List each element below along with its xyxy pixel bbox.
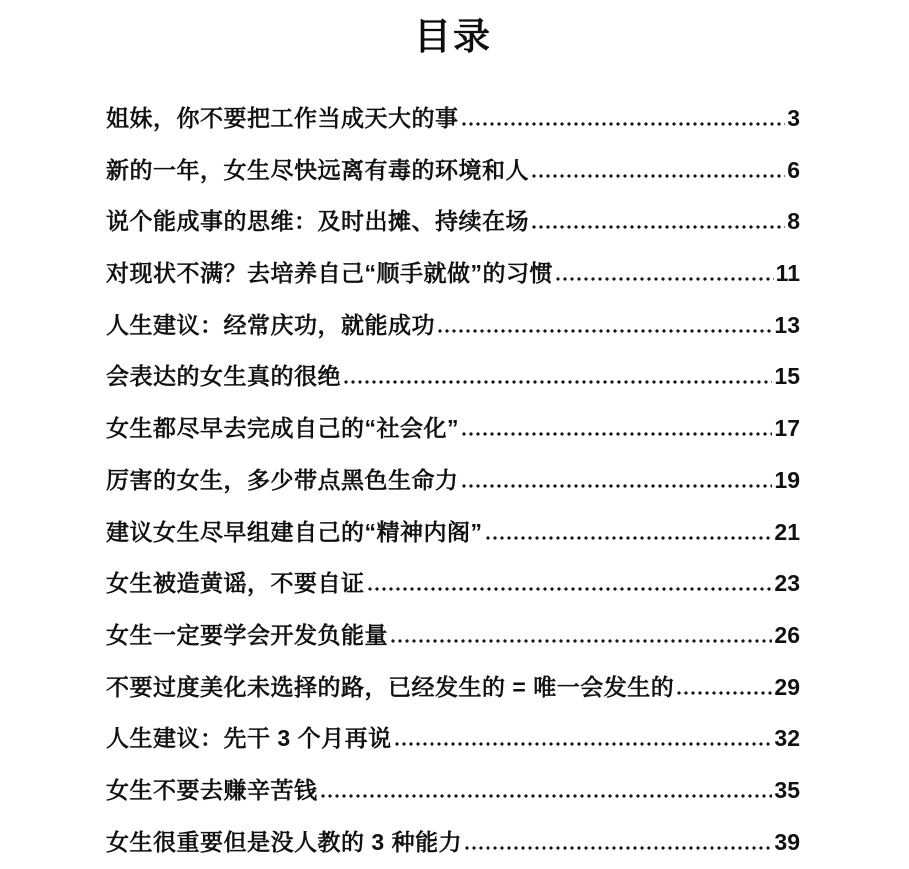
toc-entry[interactable] bbox=[106, 197, 800, 249]
toc-entry-title: 女生很重要但是没人教的 3 种能力 bbox=[106, 828, 463, 855]
page-title: 目录 bbox=[414, 16, 492, 57]
toc-entry-title: 厉害的女生，多少带点黑色生命力 bbox=[106, 466, 459, 493]
toc-entry-page: 19 bbox=[774, 466, 800, 493]
dot-leader bbox=[395, 742, 773, 746]
toc-entry-page: 11 bbox=[775, 260, 800, 287]
toc-entry[interactable] bbox=[106, 766, 800, 818]
toc-entry-page: 8 bbox=[787, 208, 800, 235]
toc-entry-page: 39 bbox=[774, 828, 800, 855]
toc-entry[interactable] bbox=[106, 301, 800, 353]
dot-leader bbox=[462, 432, 772, 436]
dot-leader bbox=[532, 174, 785, 178]
toc-entry[interactable] bbox=[106, 818, 800, 869]
toc-entry-page: 13 bbox=[774, 311, 800, 338]
dot-leader bbox=[532, 225, 785, 229]
toc-entry[interactable] bbox=[106, 714, 800, 766]
dot-leader bbox=[486, 536, 773, 540]
dot-leader bbox=[677, 691, 772, 695]
toc-entry-page: 6 bbox=[787, 156, 800, 183]
toc-entry[interactable] bbox=[106, 559, 800, 611]
toc-entry[interactable] bbox=[106, 352, 800, 404]
toc-entry-title: 新的一年，女生尽快远离有毒的环境和人 bbox=[106, 156, 529, 183]
dot-leader bbox=[344, 380, 772, 384]
dot-leader bbox=[438, 329, 772, 333]
toc-entry-title: 人生建议：经常庆功，就能成功 bbox=[106, 311, 435, 338]
toc-entry-title: 姐妹，你不要把工作当成天大的事 bbox=[106, 105, 459, 131]
toc-entry[interactable] bbox=[106, 94, 800, 146]
dot-leader bbox=[462, 122, 786, 126]
dot-leader bbox=[462, 484, 773, 488]
toc-entry-page: 32 bbox=[774, 725, 800, 752]
toc-entry-page: 35 bbox=[774, 776, 800, 803]
toc-entry-page: 26 bbox=[774, 621, 800, 648]
toc-entry-page: 3 bbox=[787, 105, 800, 131]
dot-leader bbox=[391, 639, 772, 643]
toc-entry-title: 女生一定要学会开发负能量 bbox=[106, 621, 388, 648]
toc-entry[interactable] bbox=[106, 146, 800, 198]
dot-leader bbox=[368, 587, 773, 591]
toc-entry[interactable] bbox=[106, 456, 800, 508]
toc-entry-title: 人生建议：先干 3 个月再说 bbox=[106, 725, 392, 752]
toc-entry-page: 17 bbox=[774, 415, 800, 442]
dot-leader bbox=[321, 794, 773, 798]
toc-entry-title: 会表达的女生真的很绝 bbox=[106, 363, 341, 390]
dot-leader bbox=[465, 846, 772, 850]
toc-entry-page: 23 bbox=[774, 570, 800, 597]
toc-entry-title: 建议女生尽早组建自己的“精神内阁” bbox=[106, 518, 483, 545]
toc-entry[interactable] bbox=[106, 508, 800, 560]
toc-entry-title: 女生被造黄谣，不要自证 bbox=[106, 570, 365, 597]
toc-entry-page: 21 bbox=[774, 518, 800, 545]
toc-entry[interactable] bbox=[106, 663, 800, 715]
toc-entry-title: 说个能成事的思维：及时出摊、持续在场 bbox=[106, 208, 529, 235]
toc-entry[interactable] bbox=[106, 611, 800, 663]
toc-entry-title: 女生都尽早去完成自己的“社会化” bbox=[106, 415, 459, 442]
toc-entry-title: 对现状不满？去培养自己“顺手就做”的习惯 bbox=[106, 260, 553, 287]
dot-leader bbox=[556, 277, 774, 281]
toc-entry-page: 29 bbox=[774, 673, 800, 700]
toc-entry[interactable] bbox=[106, 404, 800, 456]
toc-entry-title: 不要过度美化未选择的路，已经发生的 = 唯一会发生的 bbox=[106, 673, 675, 700]
toc-entry-page: 15 bbox=[774, 363, 800, 390]
toc-entry[interactable] bbox=[106, 249, 800, 301]
toc-list bbox=[106, 94, 800, 869]
toc-entry-title: 女生不要去赚辛苦钱 bbox=[106, 776, 318, 803]
